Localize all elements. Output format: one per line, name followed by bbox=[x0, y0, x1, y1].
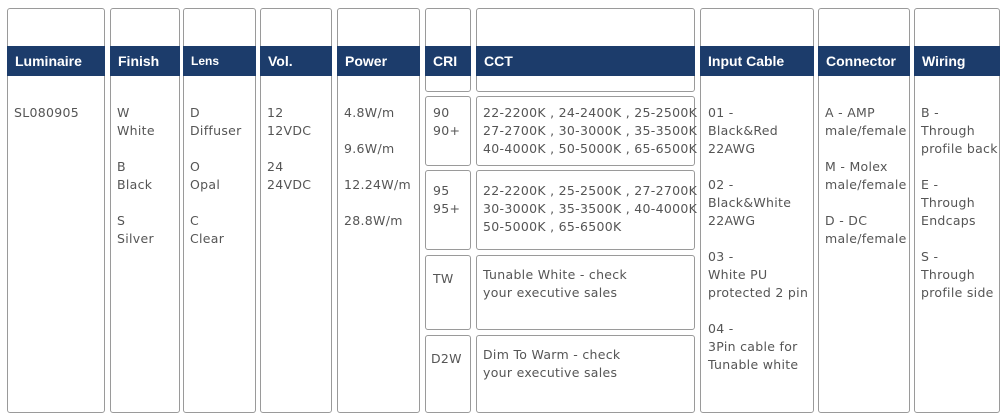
header-connector: Connector bbox=[818, 46, 910, 76]
connector-line: D - DC bbox=[825, 213, 868, 228]
wiring-line: Endcaps bbox=[921, 213, 976, 228]
power-value: 4.8W/m bbox=[344, 105, 395, 120]
cct-line: 40-4000K , 50-5000K , 65-6500K bbox=[483, 141, 698, 156]
wiring-line: E - bbox=[921, 177, 939, 192]
power-value: 28.8W/m bbox=[344, 213, 403, 228]
lens-code-diffuser: D bbox=[190, 105, 200, 120]
header-wiring: Wiring bbox=[914, 46, 1000, 76]
header-power: Power bbox=[337, 46, 420, 76]
wiring-line: S - bbox=[921, 249, 939, 264]
header-lens: Lens bbox=[183, 46, 256, 76]
input-cable-line: 03 - bbox=[708, 249, 734, 264]
input-cable-line: 22AWG bbox=[708, 141, 756, 156]
cct-line: your executive sales bbox=[483, 365, 618, 380]
connector-line: male/female bbox=[825, 231, 907, 246]
input-cable-line: Black&White bbox=[708, 195, 792, 210]
finish-code-silver: S bbox=[117, 213, 126, 228]
cri-value: 90+ bbox=[433, 123, 461, 138]
vol-name-12: 12VDC bbox=[267, 123, 312, 138]
wiring-line: Through bbox=[921, 195, 975, 210]
cct-line: Tunable White - check bbox=[483, 267, 628, 282]
input-cable-line: Tunable white bbox=[708, 357, 799, 372]
header-vol: Vol. bbox=[260, 46, 332, 76]
lens-name-clear: Clear bbox=[190, 231, 225, 246]
vol-code-12: 12 bbox=[267, 105, 284, 120]
cct-line: 27-2700K , 30-3000K , 35-3500K bbox=[483, 123, 698, 138]
wiring-line: profile side bbox=[921, 285, 994, 300]
lens-code-opal: O bbox=[190, 159, 201, 174]
connector-line: male/female bbox=[825, 177, 907, 192]
cct-line: 30-3000K , 35-3500K , 40-4000K bbox=[483, 201, 698, 216]
input-cable-line: White PU bbox=[708, 267, 768, 282]
luminaire-code: SL080905 bbox=[14, 105, 80, 120]
connector-line: M - Molex bbox=[825, 159, 888, 174]
cri-box-4 bbox=[425, 335, 471, 413]
cct-line: Dim To Warm - check bbox=[483, 347, 621, 362]
input-cable-line: 04 - bbox=[708, 321, 734, 336]
input-cable-line: protected 2 pin bbox=[708, 285, 809, 300]
connector-line: A - AMP bbox=[825, 105, 875, 120]
wiring-line: Through bbox=[921, 123, 975, 138]
vol-code-24: 24 bbox=[267, 159, 284, 174]
header-input-cable: Input Cable bbox=[700, 46, 814, 76]
vol-name-24: 24VDC bbox=[267, 177, 312, 192]
finish-name-black: Black bbox=[117, 177, 153, 192]
header-luminaire: Luminaire bbox=[7, 46, 105, 76]
cri-value: 95+ bbox=[433, 201, 461, 216]
connector-line: male/female bbox=[825, 123, 907, 138]
finish-code-black: B bbox=[117, 159, 126, 174]
input-cable-line: 01 - bbox=[708, 105, 734, 120]
cri-value: D2W bbox=[431, 351, 462, 366]
input-cable-line: 02 - bbox=[708, 177, 734, 192]
finish-name-white: White bbox=[117, 123, 155, 138]
wiring-line: B - bbox=[921, 105, 939, 120]
finish-name-silver: Silver bbox=[117, 231, 154, 246]
cct-line: 22-2200K , 24-2400K , 25-2500K bbox=[483, 105, 698, 120]
cri-value: 90 bbox=[433, 105, 450, 120]
cct-line: 50-5000K , 65-6500K bbox=[483, 219, 622, 234]
header-cct: CCT bbox=[476, 46, 695, 76]
wiring-line: Through bbox=[921, 267, 975, 282]
cri-value: TW bbox=[433, 271, 454, 286]
input-cable-line: Black&Red bbox=[708, 123, 779, 138]
power-value: 12.24W/m bbox=[344, 177, 411, 192]
cct-line: 22-2200K , 25-2500K , 27-2700K bbox=[483, 183, 698, 198]
lens-name-diffuser: Diffuser bbox=[190, 123, 242, 138]
power-value: 9.6W/m bbox=[344, 141, 395, 156]
lens-name-opal: Opal bbox=[190, 177, 221, 192]
finish-code-white: W bbox=[117, 105, 130, 120]
header-finish: Finish bbox=[110, 46, 180, 76]
header-cri: CRI bbox=[425, 46, 471, 76]
cri-box-3 bbox=[425, 255, 471, 330]
cct-line: your executive sales bbox=[483, 285, 618, 300]
input-cable-line: 3Pin cable for bbox=[708, 339, 798, 354]
lens-code-clear: C bbox=[190, 213, 200, 228]
wiring-line: profile back bbox=[921, 141, 998, 156]
input-cable-line: 22AWG bbox=[708, 213, 756, 228]
cri-value: 95 bbox=[433, 183, 450, 198]
